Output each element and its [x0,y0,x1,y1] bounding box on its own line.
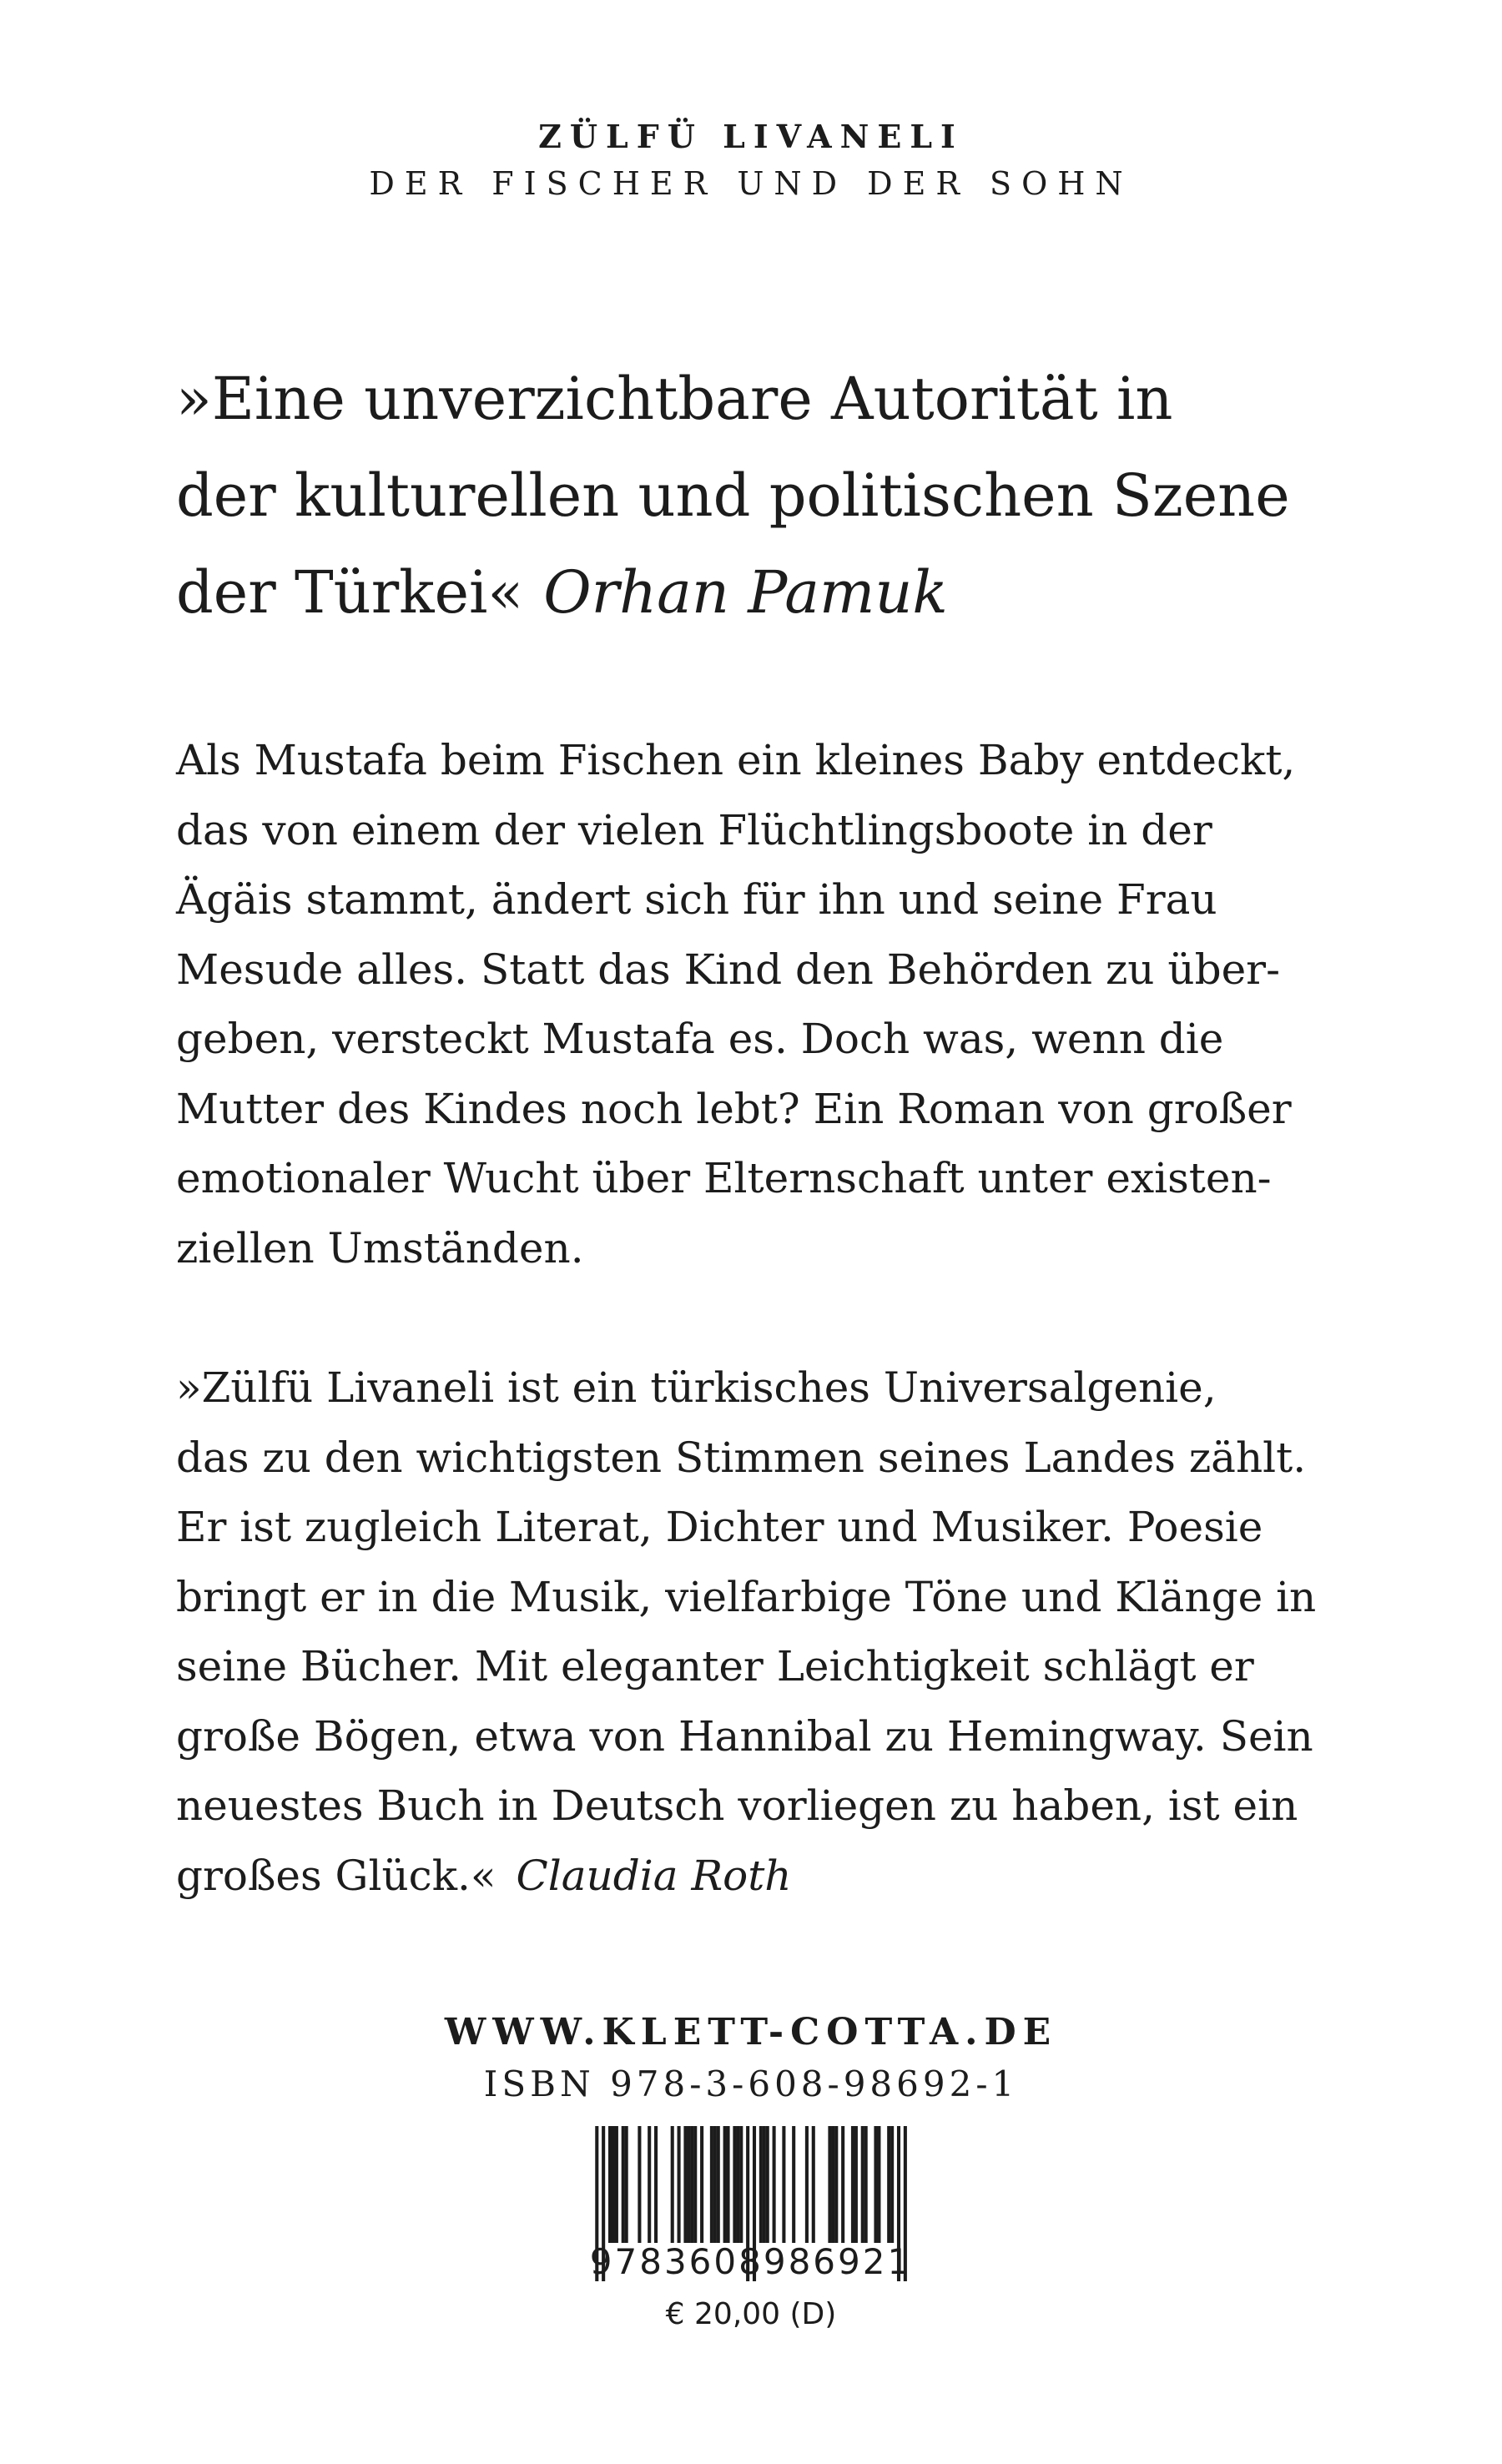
pamuk-quote [176,350,1344,641]
description-line: ziellen Umständen. [176,1223,584,1272]
quote-line: das zu den wichtigsten Stimmen seines Landes zählt. [176,1433,1307,1482]
barcode-bar [759,2126,763,2243]
isbn-number: ISBN 978-3-608-98692-1 [483,2063,1019,2104]
quote-line-text: der Türkei« [176,558,524,627]
barcode-bar [887,2126,890,2243]
barcode-bar [612,2126,615,2243]
quote-line: »Eine unverzichtbare Autorität in [176,365,1173,433]
description-line: das von einem der vielen Flüchtlingsboote in der [176,805,1212,854]
barcode-bar [625,2126,628,2243]
quote-line: neuestes Buch in Deutsch vorliegen zu haben, ist ein [176,1781,1298,1830]
barcode-bar [834,2126,838,2243]
barcode-bar [654,2126,658,2243]
description-line: Ägäis stammt, ändert sich für ihn und seine Frau [176,875,1217,924]
barcode-bar [877,2126,880,2243]
barcode-bar [608,2126,612,2243]
barcode-bar [763,2126,766,2243]
author-name: ZÜLFÜ LIVANELI [538,118,964,155]
barcode-bar [739,2126,743,2243]
barcode-bar [710,2126,713,2243]
barcode-bar [812,2126,815,2243]
barcode-bar [831,2126,834,2243]
barcode-bar [851,2126,854,2243]
quote-attribution: Orhan Pamuk [543,558,948,627]
book-title: DER FISCHER UND DER SOHN [369,165,1133,202]
barcode-bar [693,2126,697,2243]
barcode-bar [782,2126,785,2243]
barcode-bar [805,2126,809,2243]
book-description [176,726,1344,1283]
barcode-bar [828,2126,831,2243]
quote-line: bringt er in die Musik, vielfarbige Töne und Klänge in [176,1572,1317,1621]
description-line: Mesude alles. Statt das Kind den Behörden zu über- [176,945,1280,994]
barcode-bar [690,2126,693,2243]
quote-line: »Zülfü Livaneli ist ein türkisches Universalgenie, [176,1363,1217,1412]
barcode-bar [727,2126,730,2243]
barcode-bar [890,2126,894,2243]
barcode-bar [773,2126,776,2243]
barcode-bar [861,2126,864,2243]
barcode-bar [766,2126,769,2243]
description-line: Mutter des Kindes noch lebt? Ein Roman von großer [176,1084,1292,1133]
barcode-bar [733,2126,736,2243]
description-line: Als Mustafa beim Fischen ein kleines Baby entdeckt, [176,736,1296,784]
barcode-digits: 9783608986921 [589,2241,913,2282]
price-label: € 20,00 (D) [665,2297,837,2331]
quote-line [176,1842,1344,1912]
barcode-bar [874,2126,877,2243]
barcode-bar [717,2126,720,2243]
barcode-bar [864,2126,868,2243]
barcode-bar [723,2126,727,2243]
quote-line: der kulturellen und politischen Szene [176,461,1290,530]
barcode-bar [854,2126,858,2243]
barcode-bar [683,2126,687,2243]
barcode-bar [671,2126,674,2243]
barcode-bar [792,2126,795,2243]
barcode-bar [678,2126,681,2243]
publisher-website: WWW.KLETT-COTTA.DE [444,2011,1058,2053]
barcode-bar [615,2126,618,2243]
quote-line [176,544,1344,641]
quote-line: seine Bücher. Mit eleganter Leichtigkeit schlägt er [176,1642,1254,1691]
quote-line: große Bögen, etwa von Hannibal zu Hemingway. Sein [176,1711,1313,1761]
roth-quote [176,1353,1344,1911]
barcode-bar [622,2126,625,2243]
barcode-bar [700,2126,703,2243]
barcode-bar [736,2126,739,2243]
barcode-bar [713,2126,717,2243]
description-line: emotionaler Wucht über Elternschaft unter existen- [176,1154,1272,1202]
quote-line: Er ist zugleich Literat, Dichter und Musiker. Poesie [176,1503,1263,1551]
description-line: geben, versteckt Mustafa es. Doch was, wenn die [176,1015,1224,1063]
barcode-bar [687,2126,690,2243]
quote-attribution: Claudia Roth [516,1851,792,1900]
barcode-bar [638,2126,641,2243]
quote-line-text: großes Glück.« [176,1851,496,1900]
barcode-bar [648,2126,651,2243]
barcode-bar [841,2126,844,2243]
